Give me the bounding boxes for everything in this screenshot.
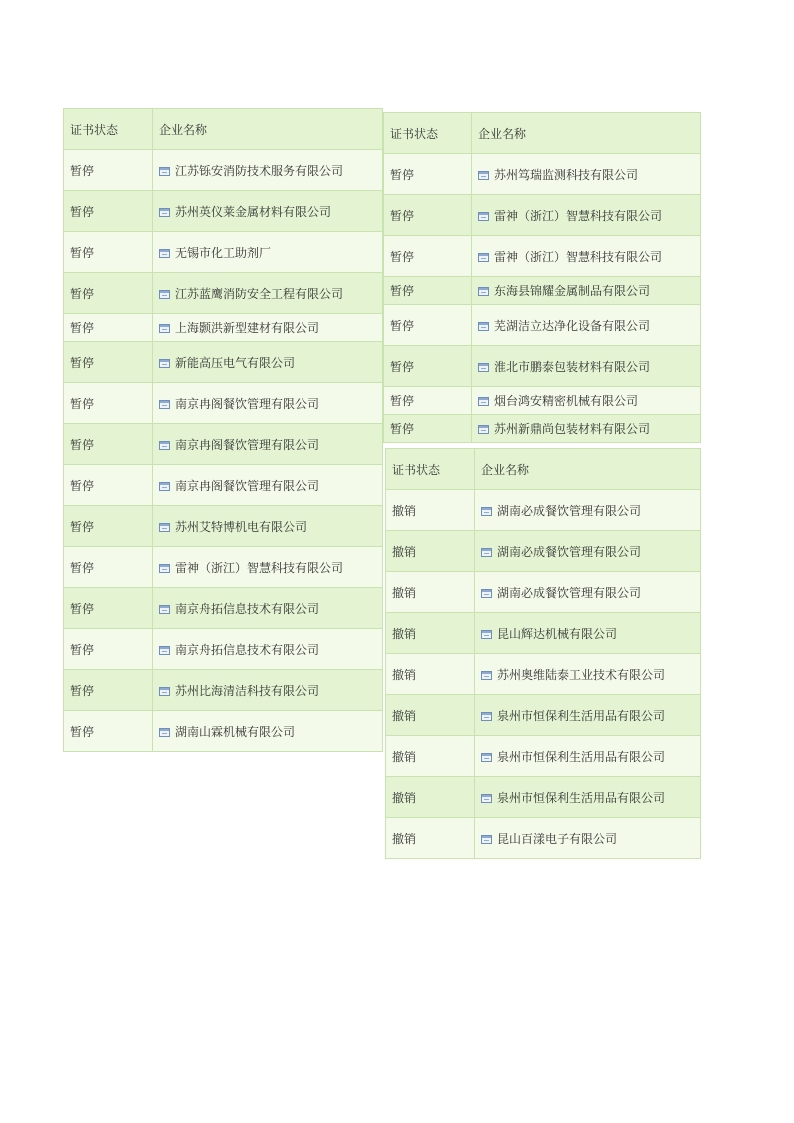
company-page-icon [478, 397, 489, 406]
certificate-table-right-top [383, 112, 701, 443]
company-page-icon [159, 249, 170, 258]
table-row [384, 387, 701, 415]
company-name-link[interactable]: 江苏铄安消防技术服务有限公司 [175, 163, 344, 178]
status-cell: 暂停 [64, 273, 153, 314]
company-name-link[interactable]: 南京舟拓信息技术有限公司 [175, 601, 320, 616]
company-name-link[interactable]: 泉州市恒保利生活用品有限公司 [497, 708, 666, 723]
status-cell: 暂停 [64, 506, 153, 547]
table-row [64, 232, 383, 273]
status-cell: 撤销 [386, 654, 475, 695]
company-cell [475, 572, 701, 613]
company-page-icon [159, 400, 170, 409]
company-cell [472, 236, 701, 277]
company-page-icon [478, 171, 489, 180]
status-cell: 暂停 [384, 305, 472, 346]
table-row [386, 531, 701, 572]
status-cell: 撤销 [386, 531, 475, 572]
company-page-icon [478, 363, 489, 372]
status-cell: 撤销 [386, 572, 475, 613]
table-row [384, 195, 701, 236]
table-row [386, 654, 701, 695]
company-name-link[interactable]: 昆山辉达机械有限公司 [497, 626, 618, 641]
status-cell: 暂停 [64, 711, 153, 752]
status-cell: 暂停 [64, 342, 153, 383]
company-cell [153, 670, 383, 711]
company-page-icon [159, 482, 170, 491]
company-name-link[interactable]: 烟台鸿安精密机械有限公司 [494, 394, 639, 408]
company-cell [472, 387, 701, 415]
status-cell: 暂停 [384, 415, 472, 443]
company-name-link[interactable]: 雷神（浙江）智慧科技有限公司 [494, 249, 663, 264]
table-row [386, 777, 701, 818]
company-name-link[interactable]: 湖南山霖机械有限公司 [175, 724, 296, 739]
table-header-row [64, 109, 383, 150]
company-page-icon [478, 322, 489, 331]
status-cell: 暂停 [384, 387, 472, 415]
company-cell [475, 490, 701, 531]
company-page-icon [159, 359, 170, 368]
status-cell: 暂停 [64, 670, 153, 711]
company-cell [475, 818, 701, 859]
status-column-header: 证书状态 [64, 109, 153, 150]
table-row [64, 273, 383, 314]
status-cell: 暂停 [64, 547, 153, 588]
company-column-header: 企业名称 [475, 449, 701, 490]
table-row [384, 346, 701, 387]
company-cell [153, 629, 383, 670]
company-page-icon [481, 671, 492, 680]
company-cell [475, 736, 701, 777]
table-row [384, 415, 701, 443]
company-page-icon [159, 167, 170, 176]
company-page-icon [159, 441, 170, 450]
company-cell [472, 195, 701, 236]
company-name-link[interactable]: 苏州比海清洁科技有限公司 [175, 683, 320, 698]
status-cell: 暂停 [384, 236, 472, 277]
company-name-link[interactable]: 泉州市恒保利生活用品有限公司 [497, 749, 666, 764]
table-row [64, 191, 383, 232]
table-row [386, 818, 701, 859]
table-row [64, 314, 383, 342]
company-name-link[interactable]: 泉州市恒保利生活用品有限公司 [497, 790, 666, 805]
status-column-header: 证书状态 [384, 113, 472, 154]
status-cell: 撤销 [386, 490, 475, 531]
status-cell: 暂停 [64, 191, 153, 232]
company-page-icon [481, 835, 492, 844]
status-cell: 暂停 [384, 195, 472, 236]
company-page-icon [159, 523, 170, 532]
company-name-link[interactable]: 雷神（浙江）智慧科技有限公司 [175, 560, 344, 575]
company-cell [153, 150, 383, 191]
company-name-link[interactable]: 南京冉阁餐饮管理有限公司 [175, 437, 320, 452]
company-name-link[interactable]: 湖南必成餐饮管理有限公司 [497, 585, 642, 600]
company-cell [153, 314, 383, 342]
status-column-header: 证书状态 [386, 449, 475, 490]
status-cell: 暂停 [64, 232, 153, 273]
status-cell: 暂停 [64, 150, 153, 191]
company-page-icon [481, 630, 492, 639]
table-row [386, 572, 701, 613]
status-cell: 撤销 [386, 818, 475, 859]
table-row [64, 629, 383, 670]
company-cell [153, 547, 383, 588]
table-row [64, 506, 383, 547]
company-name-link[interactable]: 淮北市鹏泰包装材料有限公司 [494, 359, 651, 374]
table-row [64, 588, 383, 629]
table-row [384, 154, 701, 195]
table-row [384, 236, 701, 277]
company-name-link[interactable]: 苏州艾特博机电有限公司 [175, 519, 308, 534]
company-cell [153, 588, 383, 629]
table-row [64, 465, 383, 506]
table-row [64, 150, 383, 191]
table-row [64, 424, 383, 465]
company-page-icon [159, 605, 170, 614]
company-page-icon [481, 794, 492, 803]
company-name-link[interactable]: 东海县锦耀金属制品有限公司 [494, 284, 651, 298]
company-cell [153, 465, 383, 506]
company-name-link[interactable]: 雷神（浙江）智慧科技有限公司 [494, 208, 663, 223]
company-name-link[interactable]: 苏州奥维陆泰工业技术有限公司 [497, 667, 666, 682]
certificate-table-right-bottom [385, 448, 701, 859]
company-page-icon [481, 507, 492, 516]
company-cell [475, 654, 701, 695]
company-cell [153, 711, 383, 752]
company-name-link[interactable]: 苏州英仪莱金属材料有限公司 [175, 204, 332, 219]
company-name-link[interactable]: 芜湖洁立达净化设备有限公司 [494, 318, 651, 333]
company-cell [153, 383, 383, 424]
company-name-link[interactable]: 江苏蓝鹰消防安全工程有限公司 [175, 286, 344, 301]
company-name-link[interactable]: 南京冉阁餐饮管理有限公司 [175, 396, 320, 411]
company-page-icon [478, 425, 489, 434]
table-row [386, 490, 701, 531]
company-cell [472, 415, 701, 443]
status-cell: 暂停 [64, 465, 153, 506]
company-name-link[interactable]: 新能高压电气有限公司 [175, 355, 296, 370]
company-name-link[interactable]: 湖南必成餐饮管理有限公司 [497, 544, 642, 559]
status-cell: 暂停 [64, 383, 153, 424]
table-row [384, 277, 701, 305]
table-header-row [384, 113, 701, 154]
company-page-icon [159, 290, 170, 299]
company-cell [472, 154, 701, 195]
company-page-icon [159, 728, 170, 737]
company-cell [472, 305, 701, 346]
company-page-icon [481, 589, 492, 598]
company-cell [153, 506, 383, 547]
company-name-link[interactable]: 南京冉阁餐饮管理有限公司 [175, 478, 320, 493]
table-row [64, 547, 383, 588]
certificate-table-left [63, 108, 383, 752]
status-cell: 暂停 [64, 629, 153, 670]
status-cell: 暂停 [64, 314, 153, 342]
table-row [384, 305, 701, 346]
table-row [64, 670, 383, 711]
table-row [64, 383, 383, 424]
company-page-icon [481, 753, 492, 762]
status-cell: 暂停 [64, 424, 153, 465]
company-column-header: 企业名称 [472, 113, 701, 154]
status-cell: 撤销 [386, 613, 475, 654]
company-cell [153, 191, 383, 232]
table-row [386, 736, 701, 777]
table-header-row [386, 449, 701, 490]
status-cell: 撤销 [386, 695, 475, 736]
company-cell [153, 424, 383, 465]
company-cell [472, 346, 701, 387]
company-cell [153, 342, 383, 383]
status-cell: 撤销 [386, 777, 475, 818]
company-page-icon [159, 324, 170, 333]
status-cell: 撤销 [386, 736, 475, 777]
company-cell [475, 777, 701, 818]
company-name-link[interactable]: 苏州新鼎尚包装材料有限公司 [494, 422, 651, 436]
company-page-icon [481, 712, 492, 721]
company-column-header: 企业名称 [153, 109, 383, 150]
company-page-icon [478, 287, 489, 296]
company-page-icon [481, 548, 492, 557]
company-cell [472, 277, 701, 305]
company-name-link[interactable]: 无锡市化工助剂厂 [175, 245, 272, 260]
company-cell [475, 531, 701, 572]
status-cell: 暂停 [64, 588, 153, 629]
company-page-icon [159, 687, 170, 696]
company-cell [475, 695, 701, 736]
company-page-icon [478, 212, 489, 221]
company-cell [153, 273, 383, 314]
status-cell: 暂停 [384, 346, 472, 387]
company-name-link[interactable]: 上海颢洪新型建材有限公司 [175, 321, 320, 335]
company-cell [153, 232, 383, 273]
status-cell: 暂停 [384, 154, 472, 195]
company-name-link[interactable]: 湖南必成餐饮管理有限公司 [497, 503, 642, 518]
company-cell [475, 613, 701, 654]
table-row [386, 613, 701, 654]
company-name-link[interactable]: 苏州笃瑞监测科技有限公司 [494, 167, 639, 182]
company-page-icon [159, 646, 170, 655]
status-cell: 暂停 [384, 277, 472, 305]
company-name-link[interactable]: 昆山百漾电子有限公司 [497, 831, 618, 846]
company-page-icon [478, 253, 489, 262]
table-row [64, 342, 383, 383]
company-name-link[interactable]: 南京舟拓信息技术有限公司 [175, 642, 320, 657]
table-row [64, 711, 383, 752]
table-row [386, 695, 701, 736]
company-page-icon [159, 208, 170, 217]
company-page-icon [159, 564, 170, 573]
